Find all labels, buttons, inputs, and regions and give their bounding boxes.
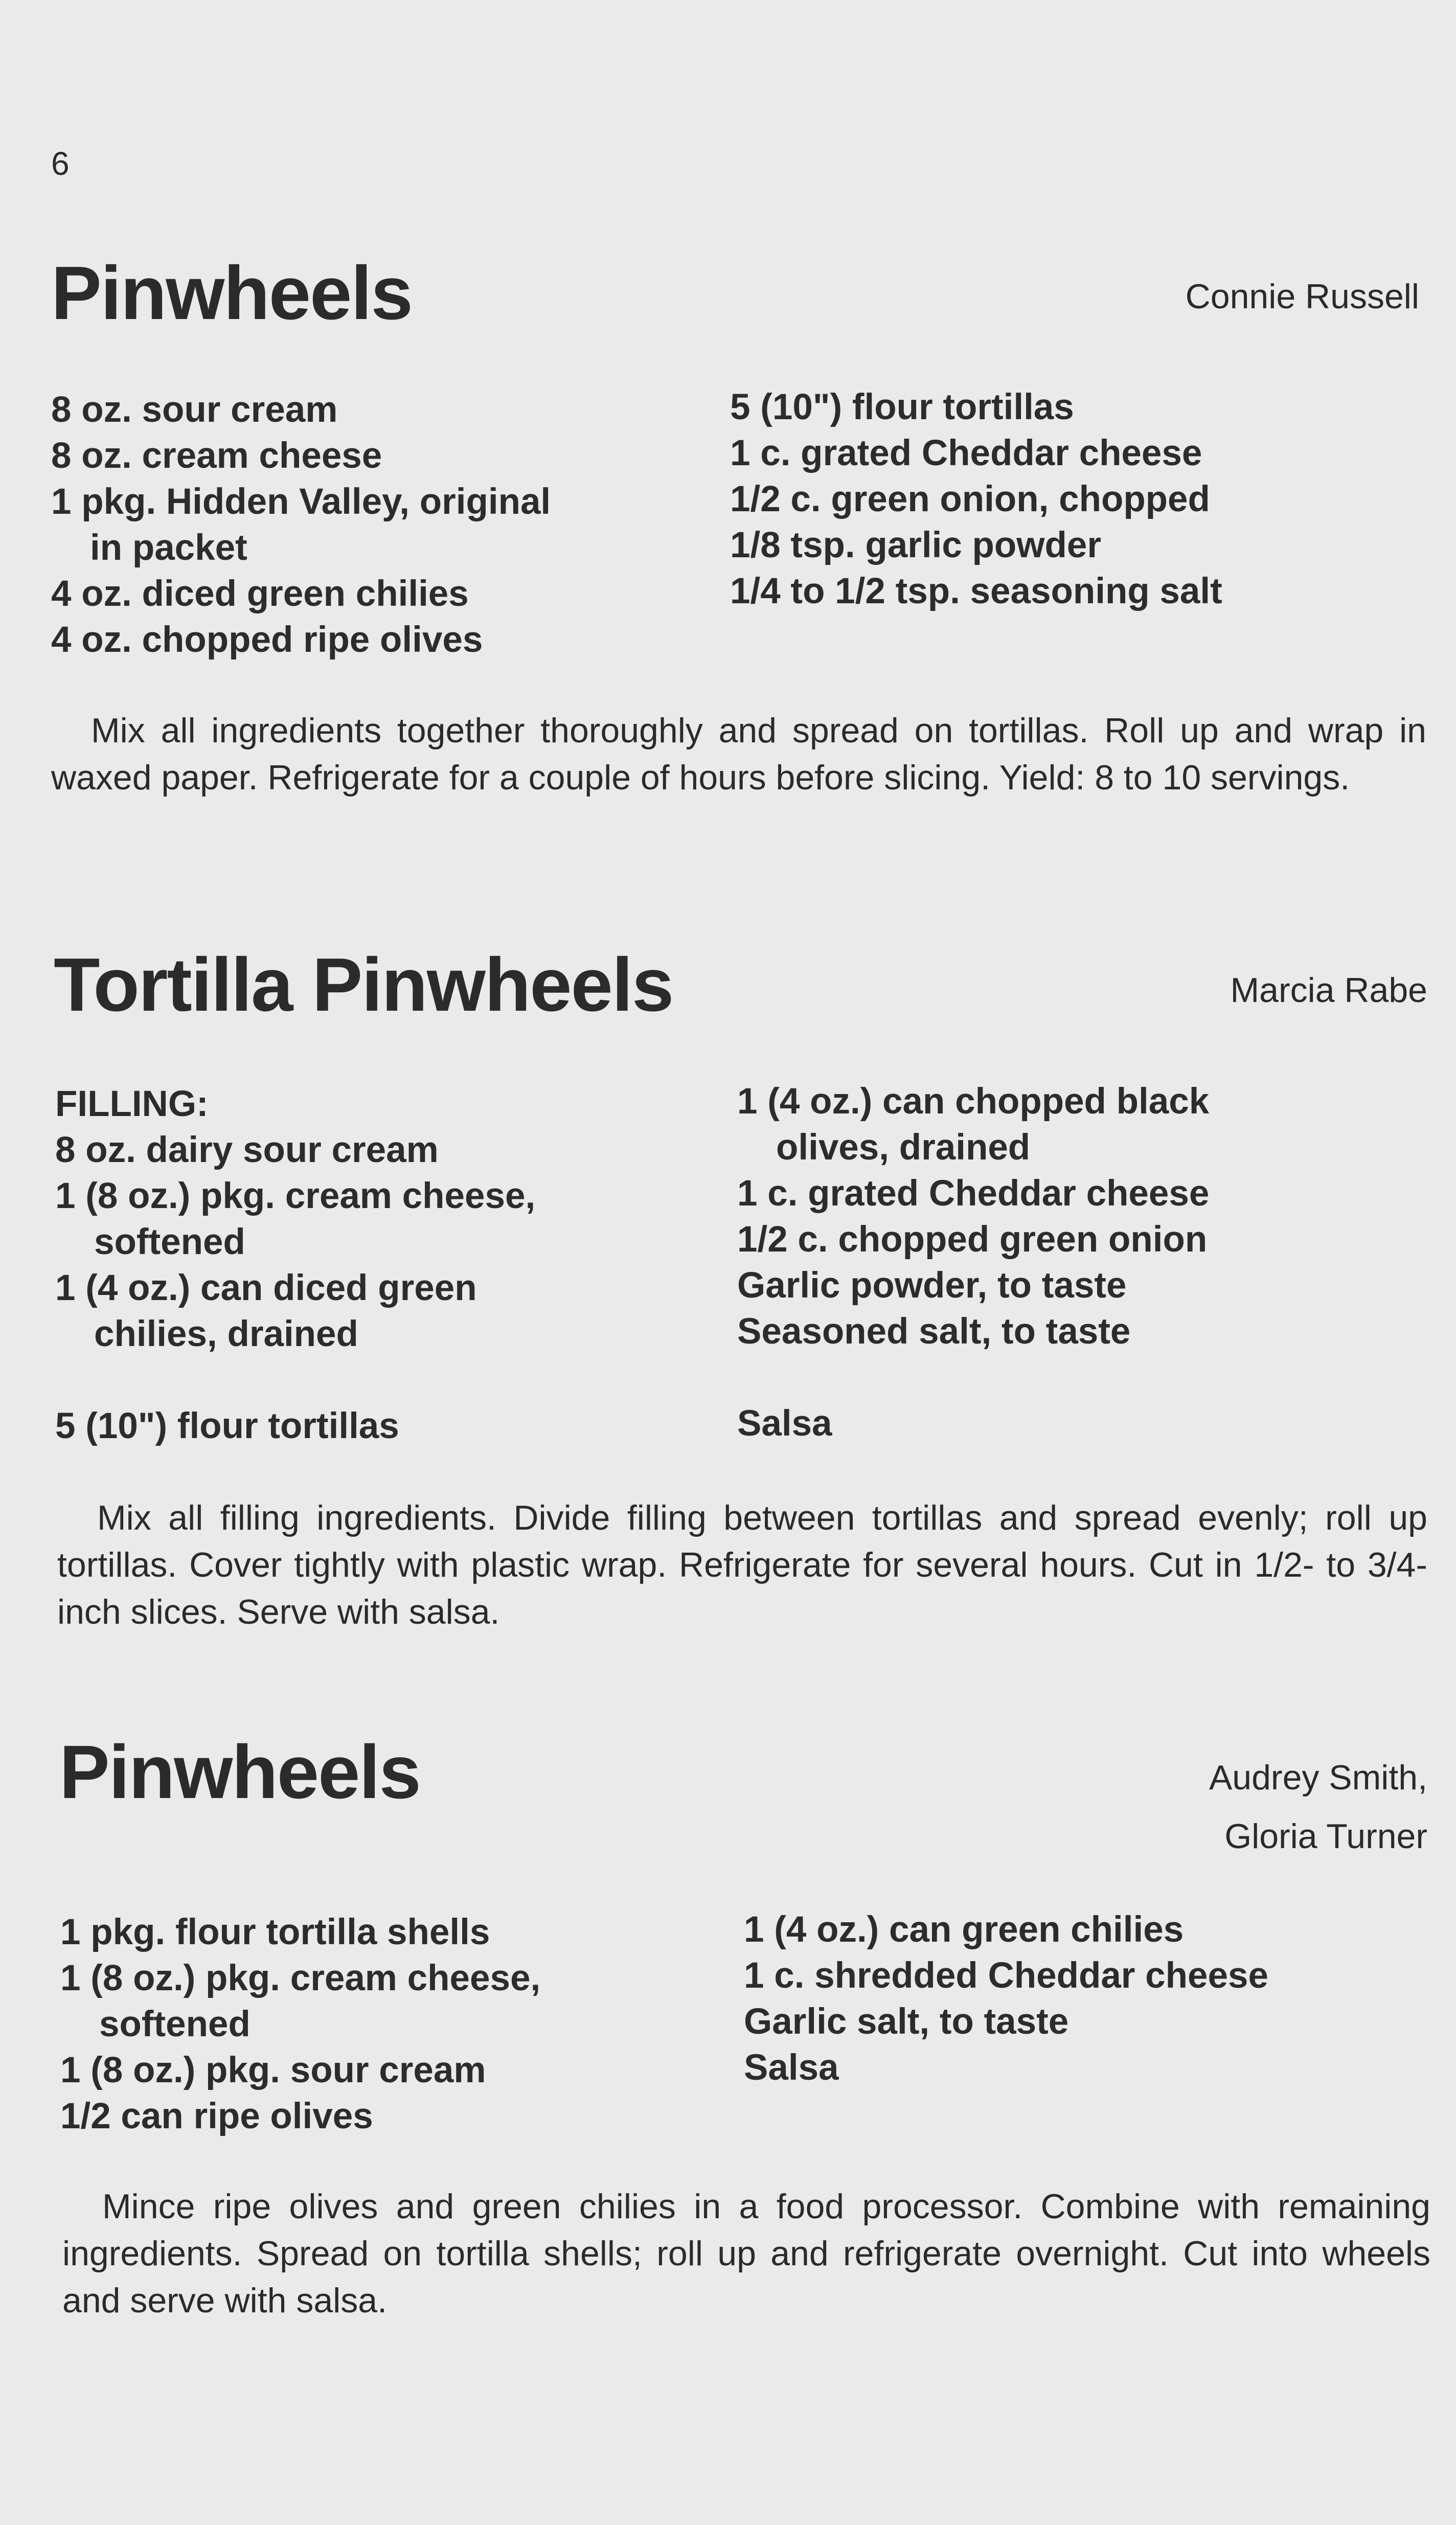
recipe-instructions: Mix all ingredients together thoroughly and spread on tortillas. Roll up and wrap in waxed paper. Refrigerate for a couple of hours before slicing. Yield: 8 to 10 servings.	[51, 711, 1426, 797]
ingredient-line: 4 oz. diced green chilies	[51, 574, 469, 614]
ingredient-line: Garlic powder, to taste	[737, 1265, 1127, 1306]
recipe-instructions: Mince ripe olives and green chilies in a food processor. Combine with remaining ingredients. Spread on tortilla shells; roll up and refrigerate overnight. Cut into wheels and serve with salsa.	[62, 2187, 1430, 2320]
ingredient-line: Garlic salt, to taste	[744, 2001, 1069, 2042]
ingredient-line: 1 (4 oz.) can diced green	[55, 1268, 477, 1308]
ingredient-line: 1 (4 oz.) can green chilies	[744, 1909, 1184, 1950]
ingredient-line: 8 oz. cream cheese	[51, 436, 382, 476]
ingredient-line: 1 c. grated Cheddar cheese	[737, 1173, 1210, 1214]
ingredients-right	[744, 1907, 1408, 2091]
ingredient-line: 1 pkg. Hidden Valley, original	[51, 482, 551, 522]
ingredient-line: 1 (8 oz.) pkg. cream cheese,	[55, 1176, 536, 1216]
recipe-title: Pinwheels	[59, 1730, 420, 1814]
ingredient-line: 4 oz. chopped ripe olives	[51, 620, 483, 660]
ingredient-line: 5 (10") flour tortillas	[55, 1406, 399, 1446]
ingredients-left	[51, 387, 716, 663]
ingredient-line: Salsa	[744, 2048, 839, 2088]
author-line: Audrey Smith,	[1209, 1758, 1427, 1797]
ingredient-line: 1 (8 oz.) pkg. cream cheese,	[60, 1958, 541, 1998]
ingredient-line: 5 (10") flour tortillas	[730, 387, 1074, 427]
ingredient-line: Salsa	[737, 1403, 832, 1444]
ingredient-line: 8 oz. dairy sour cream	[55, 1130, 439, 1170]
ingredient-line: in packet	[90, 528, 247, 568]
ingredient-line: FILLING:	[55, 1084, 209, 1124]
recipe-instructions: Mix all filling ingredients. Divide filling between tortillas and spread evenly; roll up tortillas. Cover tightly with plastic wrap. Refrigerate for several hours. Cut in 1/2- to 3/4-inch slices. Serve with salsa.	[57, 1498, 1427, 1631]
ingredient-line: 1/4 to 1/2 tsp. seasoning salt	[730, 571, 1222, 611]
page-number: 6	[51, 145, 70, 182]
ingredients-left	[60, 1909, 725, 2140]
recipe-title: Pinwheels	[51, 251, 412, 335]
ingredient-line: 8 oz. sour cream	[51, 390, 338, 430]
ingredients-left	[55, 1081, 720, 1449]
ingredient-line: 1/2 c. green onion, chopped	[730, 479, 1210, 519]
ingredients-right	[737, 1079, 1402, 1447]
ingredient-line: olives, drained	[776, 1127, 1031, 1168]
recipe-author: Connie Russell	[1185, 277, 1419, 316]
ingredient-line: 1/2 can ripe olives	[60, 2096, 373, 2136]
author-line: Gloria Turner	[1224, 1817, 1427, 1856]
ingredient-line: 1 (8 oz.) pkg. sour cream	[60, 2050, 486, 2090]
ingredient-line: 1 c. shredded Cheddar cheese	[744, 1955, 1268, 1996]
recipe-title: Tortilla Pinwheels	[54, 943, 673, 1027]
ingredient-line: softened	[99, 2004, 251, 2044]
recipe-author: Marcia Rabe	[1230, 971, 1427, 1010]
ingredients-right	[730, 384, 1395, 615]
ingredient-line: Seasoned salt, to taste	[737, 1311, 1131, 1352]
ingredient-line: chilies, drained	[94, 1314, 358, 1354]
ingredient-line: 1 pkg. flour tortilla shells	[60, 1912, 490, 1952]
ingredient-line: 1 c. grated Cheddar cheese	[730, 433, 1202, 473]
ingredient-line: softened	[94, 1222, 245, 1262]
ingredient-line: 1 (4 oz.) can chopped black	[737, 1081, 1210, 1122]
recipe-author	[1209, 1748, 1427, 1866]
ingredient-line: 1/2 c. chopped green onion	[737, 1219, 1208, 1260]
ingredient-line: 1/8 tsp. garlic powder	[730, 525, 1101, 565]
